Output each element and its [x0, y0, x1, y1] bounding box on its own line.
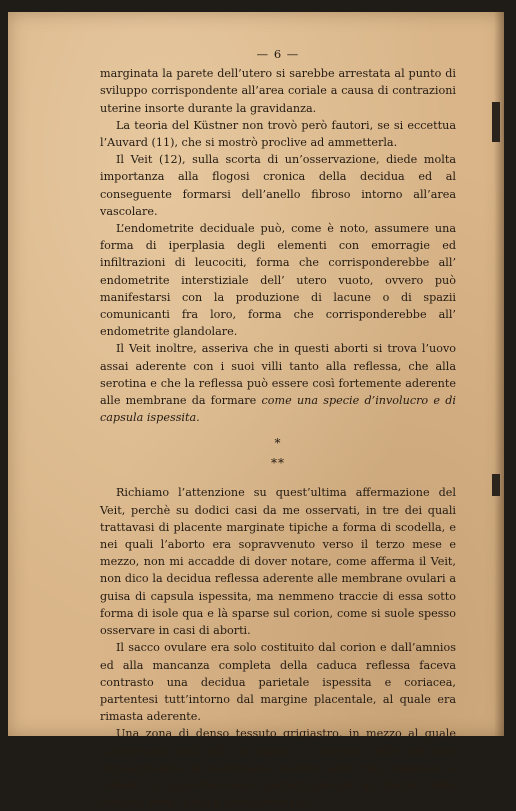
paragraph: [100, 340, 456, 426]
paragraph: Il Veit (12), sulla scorta di un’osservazione, diede molta importanza alla flogosi cronica della decidua ed al conseguente formarsi dell’anello fibroso intorno all’area vascolare.: [100, 153, 456, 218]
paragraph-text: Il Veit inoltre, asseriva che in questi aborti si trova l’uovo assai aderente con i suoi villi tanto alla reflessa, che alla serotina e che la reflessa può essere così fortemente aderente alle membrane da formare: [100, 342, 456, 408]
paragraph: L’endometrite deciduale può, come è noto, assumere una forma di iperplasia degli elementi con emorragie ed infiltrazioni di leucociti, forma che corrisponderebbe all’ endometrite interstiziale dell’ utero vuoto, ovvero può manifestarsi con la produzione di lacune o di spazii comunicanti fra loro, forma che corrisponderebbe all’ endometrite glandolare.: [100, 222, 456, 339]
paragraph: marginata la parete dell’utero si sarebbe arrestata al punto di sviluppo corrispondente all’area coriale a causa di contrazioni uterine insorte durante la gravidanza.: [100, 67, 456, 115]
binding-mark: [492, 474, 500, 496]
paragraph: Il sacco ovulare era solo costituito dal corion e dall’amnios ed alla mancanza completa della caduca reflessa faceva contrasto una decidua parietale ispessita e coriacea, partentesi tutt’intorno dal margine placentale, al quale era rimasta aderente.: [100, 641, 456, 724]
italic-phrase: come una specie d’involucro e di capsula ispessita.: [100, 394, 456, 425]
paragraph: La teoria del Küstner non trovò però fautori, se si eccettua l’Auvard (11), che si mostrò proclive ad ammetterla.: [100, 118, 456, 150]
binding-mark: [492, 102, 500, 142]
page-number: — 6 —: [256, 47, 300, 61]
paragraph: Una zona di denso tessuto grigiastro, in mezzo al quale scorgevansi esili villi, occupava il margine delle placente circoscrivendo le membrane, mentre altri villi numerosi e robusti si approfondivano perifericamente al disotto della decidua vera, quasi a dimostrare l’in-: [100, 727, 456, 810]
separator-asterisk-top: *: [274, 436, 282, 451]
paragraph: Richiamo l’attenzione su quest’ultima affermazione del Veit, perchè su dodici casi da me osservati, in tre dei quali trattavasi di placente marginate tipiche a forma di scodella, e nei quali l’aborto era sopravvenuto verso il terzo mese e mezzo, non mi accadde di dover notare, come afferma il Veit, non dico la decidua reflessa aderente alle membrane ovulari a guisa di capsula ispessita, ma nemmeno traccie di essa sotto forma di isole qua e là sparse sul corion, come si suole spesso osservare in casi di aborti.: [100, 486, 456, 638]
section-separator: [100, 436, 456, 471]
page-text: [100, 46, 456, 811]
separator-asterisks-bottom: **: [271, 456, 285, 471]
